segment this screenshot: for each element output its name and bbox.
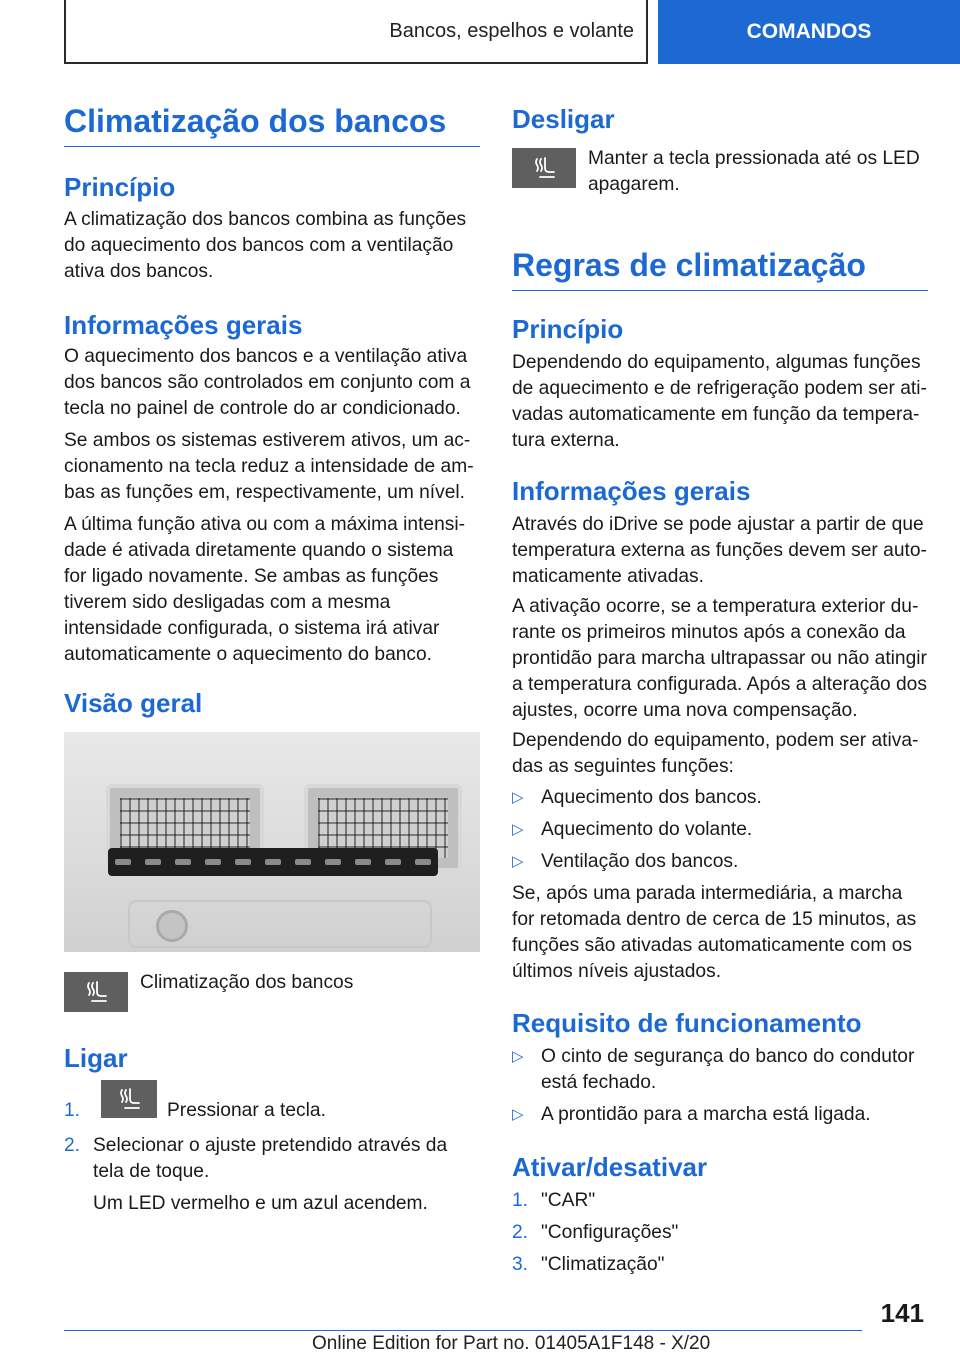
list-item	[512, 817, 928, 843]
list-item	[512, 849, 928, 875]
info-paragraph-3: A última função ativa ou com a máxima intensidade é ativada diretamente quando o sistema for ligado novamente. Se ambas as funções tiverem sido desligadas com a mesma intensidade configurada, o sistema irá ativar automaticamente o aquecimento do banco.	[64, 514, 465, 665]
info-paragraph-r1: Através do iDrive se pode ajustar a partir de que temperatura externa as funções devem ser automaticamente ativadas.	[512, 514, 927, 587]
info-paragraph-r4: Se, após uma parada intermediária, a marcha for retomada dentro de cerca de 15 minutos, as funções são ativadas automaticamente com os últimos níveis ajustados.	[512, 883, 917, 982]
principio-text: A climatização dos bancos combina as funções do aquecimento dos bancos com a ventilação ativa dos bancos.	[64, 209, 467, 282]
heading-informacoes-gerais: Informações gerais	[64, 310, 303, 340]
list-item	[512, 1044, 928, 1098]
step-number: 2.	[64, 1135, 81, 1156]
edition-footer: Online Edition for Part no. 01405A1F148 - X/20	[312, 1333, 711, 1354]
ligar-note: Um LED vermelho e um azul acendem.	[93, 1193, 428, 1214]
heading-ligar: Ligar	[64, 1043, 128, 1073]
bullet-triangle-icon: ▷	[512, 1106, 524, 1123]
list-item	[512, 1220, 928, 1246]
chapter-title: COMANDOS	[746, 20, 872, 43]
step-number: 1.	[64, 1100, 81, 1121]
bullet-triangle-icon: ▷	[512, 789, 524, 806]
desligar-text: Manter a tecla pressionada até os LED apagarem.	[588, 148, 920, 195]
list-item	[512, 1252, 928, 1278]
list-item	[512, 785, 928, 811]
heading-visao-geral: Visão geral	[64, 688, 203, 718]
footer-divider	[64, 1330, 862, 1331]
bullet-triangle-icon: ▷	[512, 1048, 524, 1065]
list-item	[512, 1102, 928, 1128]
seat-climate-icon	[64, 972, 128, 1012]
bullet-triangle-icon: ▷	[512, 821, 524, 838]
step-text: "CAR"	[541, 1190, 596, 1211]
section-title-regras: Regras de climatização	[512, 246, 928, 291]
chapter-tab	[658, 0, 960, 64]
info-paragraph-r2: A ativação ocorre, se a temperatura exterior durante os primeiros minutos após a conexão da prontidão para marcha ultrapassar ou não atingir a temperatura configurada. Após a alteração dos ajustes, ocorre uma nova compensação.	[512, 596, 927, 721]
requirement-text: A prontidão para a marcha está ligada.	[541, 1104, 871, 1125]
heading-principio-2: Princípio	[512, 314, 624, 344]
heading-informacoes-gerais-2: Informações gerais	[512, 476, 751, 506]
function-text: Aquecimento dos bancos.	[541, 787, 762, 808]
list-item	[64, 1098, 480, 1124]
page-title: Climatização dos bancos	[64, 102, 480, 147]
function-text: Ventilação dos bancos.	[541, 851, 739, 872]
step-text: "Configurações"	[541, 1222, 679, 1243]
function-text: Aquecimento do volante.	[541, 819, 753, 840]
heading-desligar: Desligar	[512, 104, 615, 134]
page-number: 141	[880, 1298, 924, 1328]
seat-climate-icon	[101, 1080, 157, 1118]
step-text: Selecionar o ajuste pretendido através da tela de toque.	[93, 1135, 448, 1182]
seat-climate-icon	[512, 148, 576, 188]
info-paragraph-r3: Dependendo do equipamento, podem ser ativadas as seguintes funções:	[512, 730, 919, 777]
running-header-section	[64, 0, 648, 64]
info-paragraph-1: O aquecimento dos bancos e a ventilação ativa dos bancos são controlados em conjunto com a tecla no painel de controle do ar condicionado.	[64, 346, 471, 419]
bullet-triangle-icon: ▷	[512, 853, 524, 870]
step-number: 1.	[512, 1190, 529, 1211]
step-text: "Climatização"	[541, 1254, 665, 1275]
step-number: 2.	[512, 1222, 529, 1243]
info-paragraph-2: Se ambos os sistemas estiverem ativos, um accionamento na tecla reduz a intensidade de ambas as funções em, respectivamente, um nível.	[64, 430, 474, 503]
dashboard-vents-photo	[64, 732, 480, 952]
requirement-text: O cinto de segurança do banco do condutor está fechado.	[541, 1046, 915, 1093]
section-title: Bancos, espelhos e volante	[389, 19, 634, 42]
icon-caption: Climatização dos bancos	[140, 972, 354, 993]
heading-principio: Princípio	[64, 172, 176, 202]
heading-requisito: Requisito de funcionamento	[512, 1008, 862, 1038]
control-knob	[156, 910, 188, 942]
list-item	[512, 1188, 928, 1214]
heading-ativar-desativar: Ativar/desativar	[512, 1152, 708, 1182]
climate-control-panel	[108, 848, 438, 876]
step-number: 3.	[512, 1254, 529, 1275]
principio-text-2: Dependendo do equipamento, algumas funções de aquecimento e de refrigeração podem ser ativadas automaticamente em função da temperatura externa.	[512, 352, 927, 451]
step-text: Pressionar a tecla.	[167, 1100, 326, 1121]
list-item	[64, 1133, 480, 1187]
